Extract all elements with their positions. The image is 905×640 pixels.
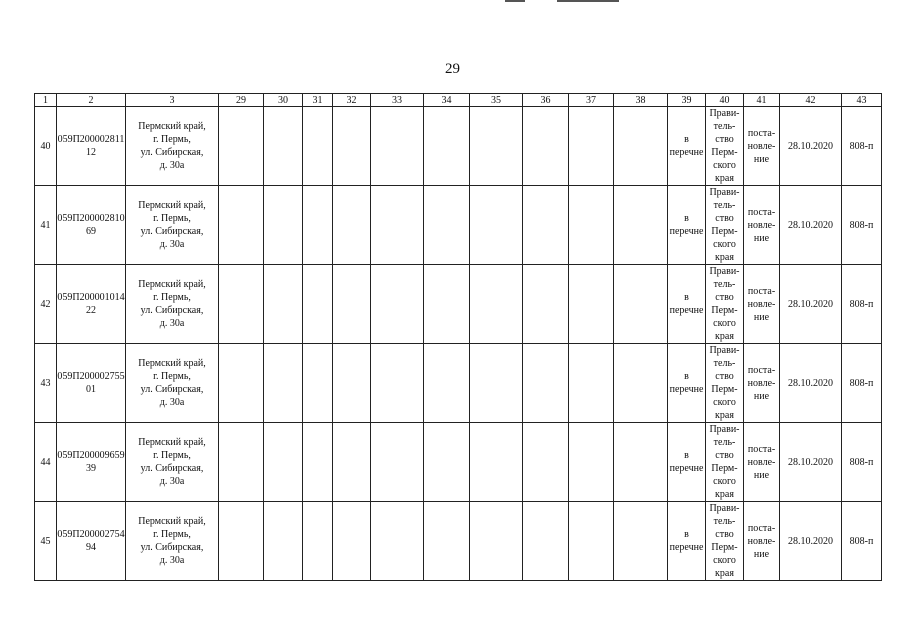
- authority-cell: [706, 502, 744, 581]
- address-cell: [126, 186, 219, 265]
- column-header: 41: [744, 94, 780, 107]
- column-header: 43: [842, 94, 882, 107]
- cell-line: новле-: [747, 140, 776, 152]
- empty-cell: [219, 265, 264, 344]
- cell-line: новле-: [747, 298, 776, 310]
- cell-line: края: [715, 252, 734, 263]
- empty-cell: [470, 265, 523, 344]
- object-code-cell: 059П20000965939: [57, 423, 126, 502]
- cell-line: ского: [713, 397, 736, 408]
- document-number-cell: 808-п: [842, 502, 882, 581]
- empty-cell: [264, 344, 303, 423]
- cell-line: тель-: [713, 279, 736, 290]
- column-header: 36: [523, 94, 569, 107]
- cell-line: в: [684, 371, 689, 382]
- cell-line: Перм-: [711, 542, 738, 553]
- column-header: 39: [668, 94, 706, 107]
- column-header: 33: [371, 94, 424, 107]
- cell-line: ского: [713, 555, 736, 566]
- row-number-cell: 45: [35, 502, 57, 581]
- cell-line: перечне: [669, 463, 704, 474]
- status-cell: [668, 423, 706, 502]
- column-header: 34: [424, 94, 470, 107]
- empty-cell: [219, 502, 264, 581]
- cell-line: г. Пермь,: [153, 213, 191, 224]
- cell-line: ство: [715, 371, 734, 382]
- cell-line: Пермский край,: [138, 279, 206, 290]
- cell-line: г. Пермь,: [153, 371, 191, 382]
- cell-line: ство: [715, 450, 734, 461]
- cell-line: перечне: [669, 384, 704, 395]
- document-number-cell: 808-п: [842, 186, 882, 265]
- document-type-cell: [744, 265, 780, 344]
- empty-cell: [523, 107, 569, 186]
- empty-cell: [303, 107, 333, 186]
- cell-line: г. Пермь,: [153, 134, 191, 145]
- empty-cell: [470, 502, 523, 581]
- cell-line: Прави-: [709, 266, 740, 277]
- empty-cell: [470, 186, 523, 265]
- page-number: 29: [445, 61, 460, 77]
- column-header: 1: [35, 94, 57, 107]
- document-type-cell: [744, 186, 780, 265]
- scan-mark-left: [505, 0, 525, 2]
- cell-line: ул. Сибирская,: [140, 305, 204, 316]
- column-header: 38: [614, 94, 668, 107]
- empty-cell: [569, 344, 614, 423]
- cell-line: ство: [715, 134, 734, 145]
- empty-cell: [264, 107, 303, 186]
- cell-line: перечне: [669, 542, 704, 553]
- cell-line: новле-: [747, 456, 776, 468]
- empty-cell: [523, 186, 569, 265]
- authority-cell: [706, 423, 744, 502]
- empty-cell: [333, 186, 371, 265]
- cell-line: поста-: [747, 522, 776, 534]
- cell-line: ние: [753, 232, 770, 244]
- cell-line: ние: [753, 153, 770, 165]
- cell-line: д. 30а: [159, 476, 185, 487]
- cell-line: тель-: [713, 437, 736, 448]
- cell-line: Пермский край,: [138, 437, 206, 448]
- cell-line: в: [684, 292, 689, 303]
- empty-cell: [303, 502, 333, 581]
- column-header: 29: [219, 94, 264, 107]
- document-number-cell: 808-п: [842, 107, 882, 186]
- cell-line: ул. Сибирская,: [140, 384, 204, 395]
- status-cell: [668, 502, 706, 581]
- cell-line: Пермский край,: [138, 200, 206, 211]
- object-code-cell: 059П20000281069: [57, 186, 126, 265]
- empty-cell: [219, 344, 264, 423]
- cell-line: тель-: [713, 358, 736, 369]
- cell-line: в: [684, 450, 689, 461]
- cell-line: ул. Сибирская,: [140, 463, 204, 474]
- cell-line: д. 30а: [159, 160, 185, 171]
- row-number-cell: 44: [35, 423, 57, 502]
- empty-cell: [371, 265, 424, 344]
- table-body: [35, 107, 882, 581]
- cell-line: Перм-: [711, 305, 738, 316]
- document-type-cell: [744, 107, 780, 186]
- document-date-cell: 28.10.2020: [780, 107, 842, 186]
- empty-cell: [523, 344, 569, 423]
- cell-line: в: [684, 529, 689, 540]
- cell-line: новле-: [747, 219, 776, 231]
- empty-cell: [219, 107, 264, 186]
- empty-cell: [569, 502, 614, 581]
- table-row: [35, 423, 882, 502]
- object-code-cell: 059П20000275494: [57, 502, 126, 581]
- object-code-cell: 059П20000101422: [57, 265, 126, 344]
- empty-cell: [333, 423, 371, 502]
- cell-line: г. Пермь,: [153, 529, 191, 540]
- cell-line: Прави-: [709, 187, 740, 198]
- empty-cell: [424, 502, 470, 581]
- cell-line: Прави-: [709, 108, 740, 119]
- cell-line: в: [684, 134, 689, 145]
- column-header: 42: [780, 94, 842, 107]
- cell-line: ского: [713, 160, 736, 171]
- empty-cell: [333, 344, 371, 423]
- cell-line: д. 30а: [159, 318, 185, 329]
- empty-cell: [470, 344, 523, 423]
- document-date-cell: 28.10.2020: [780, 344, 842, 423]
- column-header: 30: [264, 94, 303, 107]
- cell-line: ул. Сибирская,: [140, 542, 204, 553]
- document-date-cell: 28.10.2020: [780, 502, 842, 581]
- empty-cell: [424, 107, 470, 186]
- empty-cell: [371, 107, 424, 186]
- empty-cell: [614, 186, 668, 265]
- cell-line: ство: [715, 213, 734, 224]
- empty-cell: [333, 107, 371, 186]
- cell-line: перечне: [669, 226, 704, 237]
- header-row: [35, 94, 882, 107]
- authority-cell: [706, 265, 744, 344]
- empty-cell: [523, 265, 569, 344]
- column-header: 32: [333, 94, 371, 107]
- status-cell: [668, 107, 706, 186]
- authority-cell: [706, 344, 744, 423]
- cell-line: тель-: [713, 200, 736, 211]
- cell-line: ство: [715, 529, 734, 540]
- empty-cell: [264, 502, 303, 581]
- empty-cell: [569, 186, 614, 265]
- register-table: [34, 93, 882, 581]
- empty-cell: [424, 265, 470, 344]
- cell-line: Пермский край,: [138, 358, 206, 369]
- column-header: 37: [569, 94, 614, 107]
- address-cell: [126, 423, 219, 502]
- cell-line: Пермский край,: [138, 121, 206, 132]
- empty-cell: [371, 423, 424, 502]
- empty-cell: [303, 423, 333, 502]
- cell-line: перечне: [669, 147, 704, 158]
- authority-cell: [706, 186, 744, 265]
- document-number-cell: 808-п: [842, 344, 882, 423]
- address-cell: [126, 502, 219, 581]
- scan-mark-right: [557, 0, 619, 2]
- empty-cell: [470, 107, 523, 186]
- cell-line: г. Пермь,: [153, 292, 191, 303]
- table-row: [35, 265, 882, 344]
- column-header: 40: [706, 94, 744, 107]
- status-cell: [668, 186, 706, 265]
- cell-line: в: [684, 213, 689, 224]
- empty-cell: [264, 265, 303, 344]
- document-type-cell: [744, 502, 780, 581]
- empty-cell: [219, 423, 264, 502]
- address-cell: [126, 107, 219, 186]
- address-cell: [126, 344, 219, 423]
- document-type-cell: [744, 344, 780, 423]
- cell-line: перечне: [669, 305, 704, 316]
- object-code-cell: 059П20000275501: [57, 344, 126, 423]
- cell-line: д. 30а: [159, 397, 185, 408]
- cell-line: новле-: [747, 377, 776, 389]
- row-number-cell: 41: [35, 186, 57, 265]
- status-cell: [668, 344, 706, 423]
- cell-line: Прави-: [709, 424, 740, 435]
- row-number-cell: 43: [35, 344, 57, 423]
- document-date-cell: 28.10.2020: [780, 423, 842, 502]
- empty-cell: [303, 265, 333, 344]
- empty-cell: [614, 423, 668, 502]
- document-date-cell: 28.10.2020: [780, 265, 842, 344]
- document-number-cell: 808-п: [842, 265, 882, 344]
- authority-cell: [706, 107, 744, 186]
- cell-line: ского: [713, 318, 736, 329]
- cell-line: края: [715, 410, 734, 421]
- column-header: 35: [470, 94, 523, 107]
- cell-line: ние: [753, 548, 770, 560]
- cell-line: г. Пермь,: [153, 450, 191, 461]
- object-code-cell: 059П20000281112: [57, 107, 126, 186]
- empty-cell: [371, 502, 424, 581]
- table-row: [35, 502, 882, 581]
- cell-line: тель-: [713, 516, 736, 527]
- cell-line: ского: [713, 239, 736, 250]
- empty-cell: [264, 423, 303, 502]
- empty-cell: [424, 344, 470, 423]
- cell-line: д. 30а: [159, 239, 185, 250]
- row-number-cell: 42: [35, 265, 57, 344]
- empty-cell: [371, 186, 424, 265]
- cell-line: тель-: [713, 121, 736, 132]
- empty-cell: [219, 186, 264, 265]
- empty-cell: [523, 502, 569, 581]
- empty-cell: [333, 265, 371, 344]
- cell-line: Перм-: [711, 226, 738, 237]
- cell-line: Перм-: [711, 147, 738, 158]
- empty-cell: [470, 423, 523, 502]
- cell-line: края: [715, 489, 734, 500]
- empty-cell: [614, 502, 668, 581]
- column-header: 3: [126, 94, 219, 107]
- cell-line: поста-: [747, 127, 776, 139]
- cell-line: Пермский край,: [138, 516, 206, 527]
- cell-line: края: [715, 331, 734, 342]
- empty-cell: [371, 344, 424, 423]
- empty-cell: [424, 186, 470, 265]
- column-header: 2: [57, 94, 126, 107]
- cell-line: поста-: [747, 443, 776, 455]
- cell-line: ство: [715, 292, 734, 303]
- empty-cell: [303, 344, 333, 423]
- table-row: [35, 107, 882, 186]
- document-number-cell: 808-п: [842, 423, 882, 502]
- cell-line: края: [715, 568, 734, 579]
- empty-cell: [614, 265, 668, 344]
- document-type-cell: [744, 423, 780, 502]
- empty-cell: [303, 186, 333, 265]
- cell-line: ского: [713, 476, 736, 487]
- cell-line: ние: [753, 469, 770, 481]
- document-date-cell: 28.10.2020: [780, 186, 842, 265]
- cell-line: Прави-: [709, 345, 740, 356]
- cell-line: ул. Сибирская,: [140, 226, 204, 237]
- empty-cell: [523, 423, 569, 502]
- column-header: 31: [303, 94, 333, 107]
- empty-cell: [569, 423, 614, 502]
- cell-line: Перм-: [711, 463, 738, 474]
- empty-cell: [264, 186, 303, 265]
- cell-line: поста-: [747, 206, 776, 218]
- cell-line: ние: [753, 311, 770, 323]
- cell-line: ние: [753, 390, 770, 402]
- address-cell: [126, 265, 219, 344]
- table-row: [35, 344, 882, 423]
- cell-line: новле-: [747, 535, 776, 547]
- table-row: [35, 186, 882, 265]
- cell-line: д. 30а: [159, 555, 185, 566]
- cell-line: поста-: [747, 364, 776, 376]
- empty-cell: [333, 502, 371, 581]
- empty-cell: [614, 107, 668, 186]
- empty-cell: [614, 344, 668, 423]
- empty-cell: [569, 107, 614, 186]
- cell-line: поста-: [747, 285, 776, 297]
- row-number-cell: 40: [35, 107, 57, 186]
- cell-line: ул. Сибирская,: [140, 147, 204, 158]
- status-cell: [668, 265, 706, 344]
- empty-cell: [424, 423, 470, 502]
- cell-line: Перм-: [711, 384, 738, 395]
- cell-line: края: [715, 173, 734, 184]
- cell-line: Прави-: [709, 503, 740, 514]
- empty-cell: [569, 265, 614, 344]
